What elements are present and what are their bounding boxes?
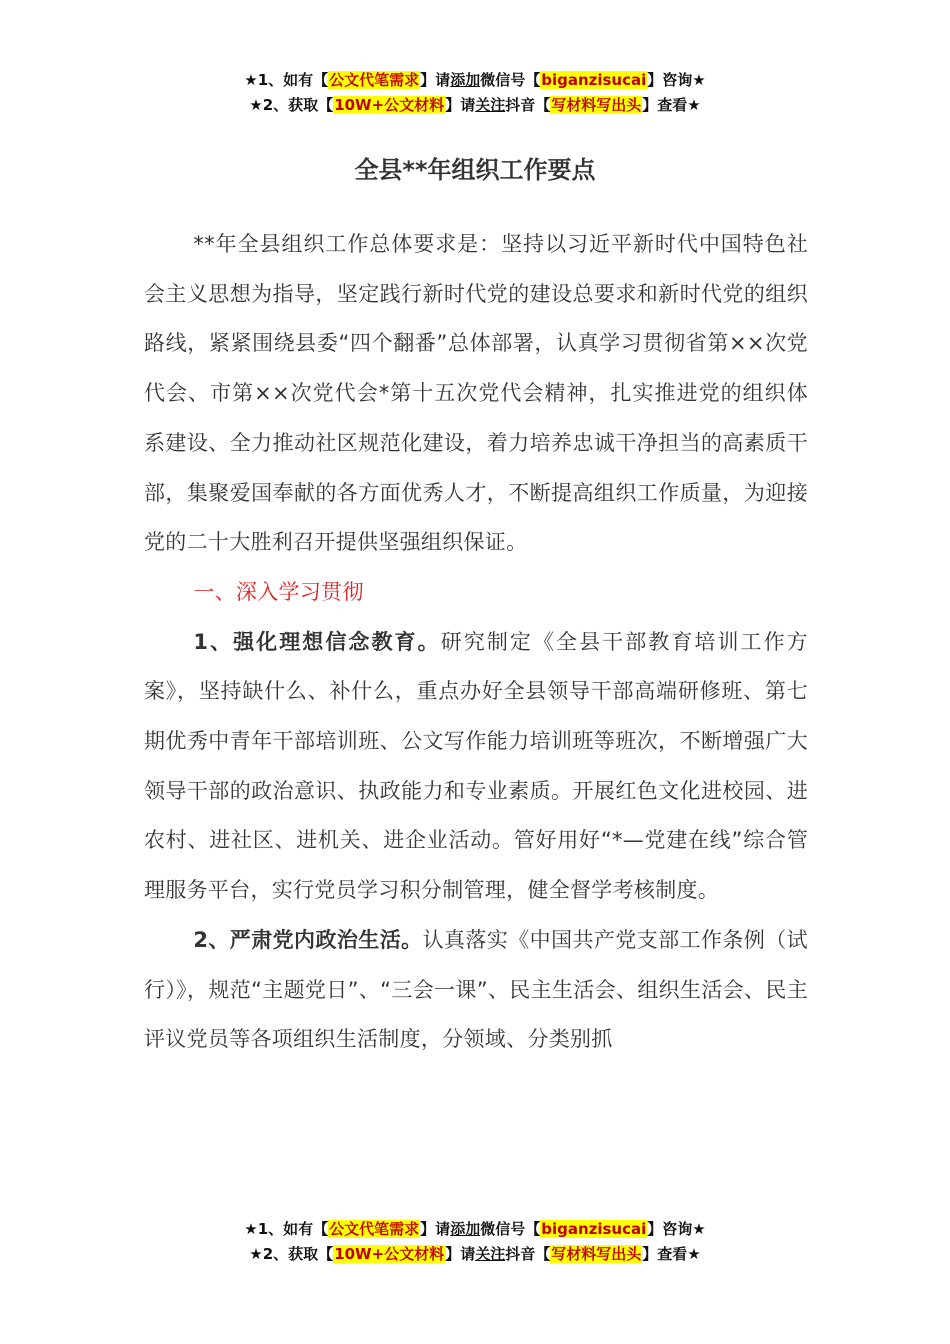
item-2-paragraph [144, 916, 808, 1065]
item-1-heading: 1、强化理想信念教育。 [193, 629, 441, 654]
highlight-douyin-account: 写材料写出头 [551, 96, 642, 114]
item-2-heading: 2、严肃党内政治生活。 [193, 927, 423, 952]
highlight-service: 公文代笔需求 [329, 1220, 420, 1238]
highlight-wechat-id: biganzisucai [541, 1220, 647, 1238]
highlight-wechat-id: biganzisucai [541, 71, 647, 89]
intro-paragraph: **年全县组织工作总体要求是：坚持以习近平新时代中国特色社会主义思想为指导，坚定践行新时代党的建设总要求和新时代党的组织路线，紧紧围绕县委“四个翻番”总体部署，认真学习贯彻省第××次党代会、市第××次党代会*第十五次党代会精神，扎实推进党的组织体系建设、全力推动社区规范化建设，着力培养忠诚干净担当的高素质干部，集聚爱国奉献的各方面优秀人才，不断提高组织工作质量，为迎接党的二十大胜利召开提供坚强组织保证。 [144, 232, 808, 555]
item-2-text: 认真落实《中国共产党支部工作条例（试行）》，规范“主题党日”、“三会一课”、民主生活会、组织生活会、民主评议党员等各项组织生活制度，分领域、分类别抓 [144, 927, 808, 1052]
section-heading-1: 一、深入学习贯彻 [193, 579, 364, 604]
document-body [144, 220, 808, 1065]
promo-line-1-bottom: ★1、如有【公文代笔需求】请添加微信号【biganzisucai】咨询★ [244, 1220, 706, 1238]
highlight-materials: 10W+公文材料 [334, 96, 445, 114]
promo-line-1: ★1、如有【公文代笔需求】请添加微信号【biganzisucai】咨询★ [244, 71, 706, 89]
highlight-service: 公文代笔需求 [329, 71, 420, 89]
highlight-materials: 10W+公文材料 [334, 1245, 445, 1263]
promo-banner-top [0, 68, 950, 118]
promo-banner-bottom [0, 1217, 950, 1267]
item-1-paragraph [144, 618, 808, 916]
promo-line-2-bottom: ★2、获取【10W+公文材料】请关注抖音【写材料写出头】查看★ [249, 1245, 701, 1263]
highlight-douyin-account: 写材料写出头 [551, 1245, 642, 1263]
promo-line-2: ★2、获取【10W+公文材料】请关注抖音【写材料写出头】查看★ [249, 96, 701, 114]
item-1-text: 研究制定《全县干部教育培训工作方案》，坚持缺什么、补什么，重点办好全县领导干部高端研修班、第七期优秀中青年干部培训班、公文写作能力培训班等班次，不断增强广大领导干部的政治意识、执政能力和专业素质。开展红色文化进校园、进农村、进社区、进机关、进企业活动。管好用好“*—党建在线”综合管理服务平台，实行党员学习积分制管理，健全督学考核制度。 [144, 629, 808, 903]
document-title: 全县**年组织工作要点 [354, 156, 596, 184]
